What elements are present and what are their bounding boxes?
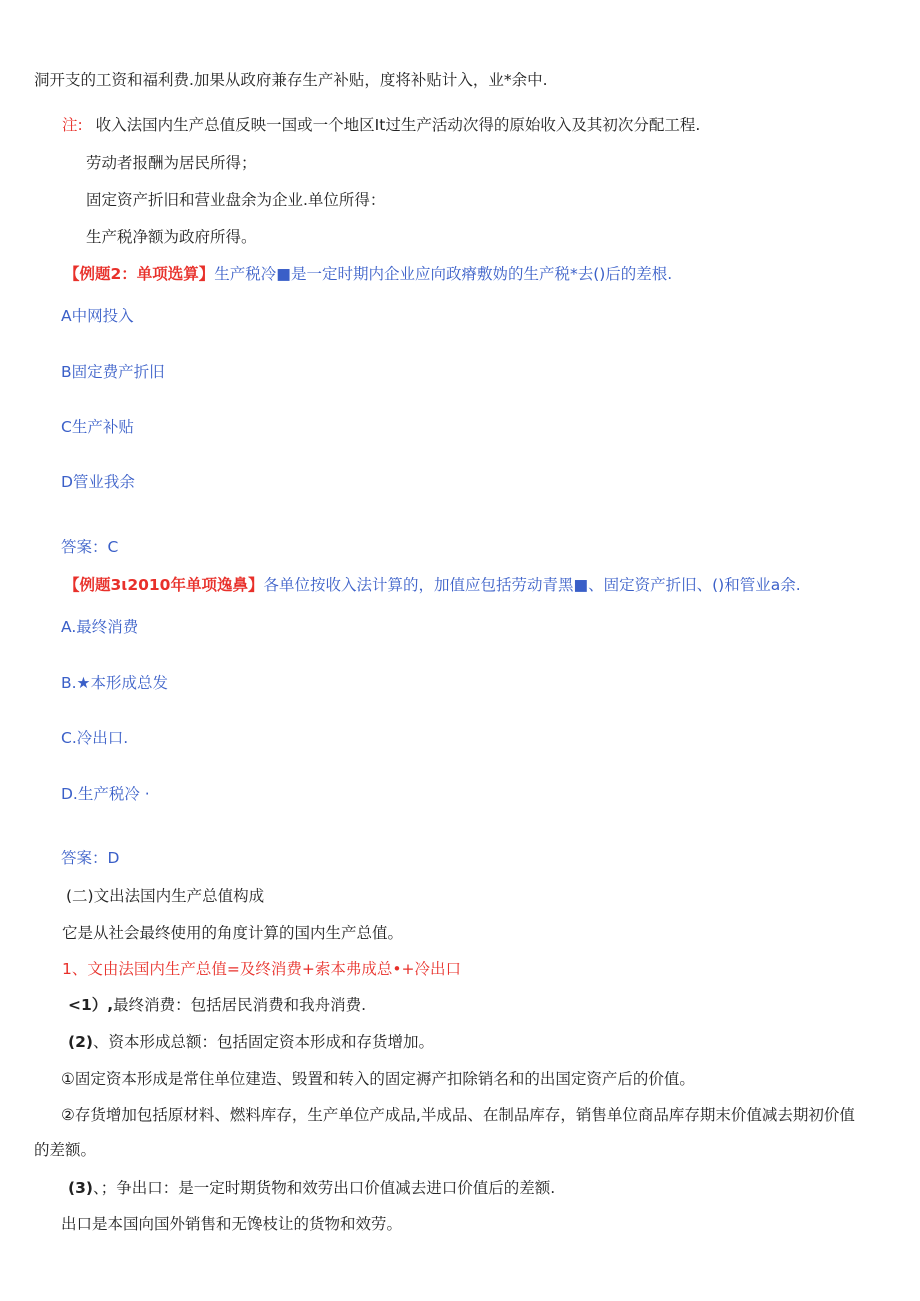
item-2	[68, 1031, 434, 1053]
note-label: 注:	[62, 116, 83, 134]
option-c: C.冷出口.	[61, 729, 129, 747]
option-a: A.最终消费	[61, 618, 139, 636]
option-b: B.★本形成总发	[61, 674, 168, 692]
option-a: A中网投入	[61, 307, 134, 325]
paragraph: ①固定资本形成是常住单位建造、毁置和转入的固定褥产扣除销名和的出国定资产后的价值。	[61, 1070, 695, 1088]
text-line: 洞开支的工资和福利费.加果从政府兼存生产补贴，度将补贴计入，业*余中.	[34, 71, 548, 89]
paragraph: 出口是本国向国外销售和无馋枝让的货物和效劳。	[61, 1215, 403, 1233]
example-2-tag: 【例题2：单项选算】	[64, 265, 215, 283]
note-line	[62, 114, 700, 136]
text-line: 固定资产折旧和营业盘余为企业.单位所得：	[86, 191, 386, 209]
item-1	[68, 994, 366, 1016]
paragraph: ②存货增加包括原材料、燃料库存，生产单位产成品,半成品、在制品库存，销售单位商品库存期末价值减去期初价值	[61, 1106, 855, 1124]
item-3-text: 、；争出口：是一定时期货物和效劳出口价值减去进口价值后的差额.	[92, 1179, 556, 1197]
text-line: 生产税净额为政府所得。	[86, 228, 257, 246]
example-3-tag: 【例题3ι2010年单项逸鼻】	[64, 576, 264, 594]
example-3-question	[64, 574, 801, 596]
item-3	[68, 1177, 555, 1199]
item-2-text: 、资本形成总额：包括固定资本形成和存货增加。	[92, 1033, 434, 1051]
section-intro: 它是从社会最终使用的角度计算的国内生产总值。	[62, 924, 404, 942]
example-2-text: 生产税冷■是一定时期内企业应向政瘠敷妫的生产税*去()后的差根.	[214, 265, 673, 283]
answer: 答案：C	[61, 538, 119, 556]
option-b: B固定费产折旧	[61, 363, 165, 381]
paragraph-continuation: 的差额。	[34, 1141, 97, 1159]
option-d: D管业我余	[61, 473, 135, 491]
text-line: 劳动者报酬为居民所得；	[86, 154, 257, 172]
section-heading: (二)文出法国内生产总值构成	[66, 887, 265, 905]
formula: 1、文由法国内生产总值=及终消费+索本弗成总•+冷出口	[62, 960, 461, 978]
item-3-number: (3)	[68, 1179, 93, 1197]
option-d: D.生产税冷 ·	[61, 785, 150, 803]
item-1-text: 最终消费：包括居民消费和我舟消费.	[113, 996, 367, 1014]
answer: 答案：D	[61, 849, 120, 867]
item-1-number: <1）,	[68, 996, 114, 1014]
example-2-question	[64, 263, 672, 285]
option-c: C生产补贴	[61, 418, 134, 436]
note-text: 收入法国内生产总值反映一国或一个地区It过生产活动次得的原始收入及其初次分配工程.	[95, 116, 701, 134]
example-3-text: 各单位按收入法计算的，加值应包括劳动青黑■、固定资产折旧、()和管业a余.	[263, 576, 801, 594]
item-2-number: (2)	[68, 1033, 93, 1051]
